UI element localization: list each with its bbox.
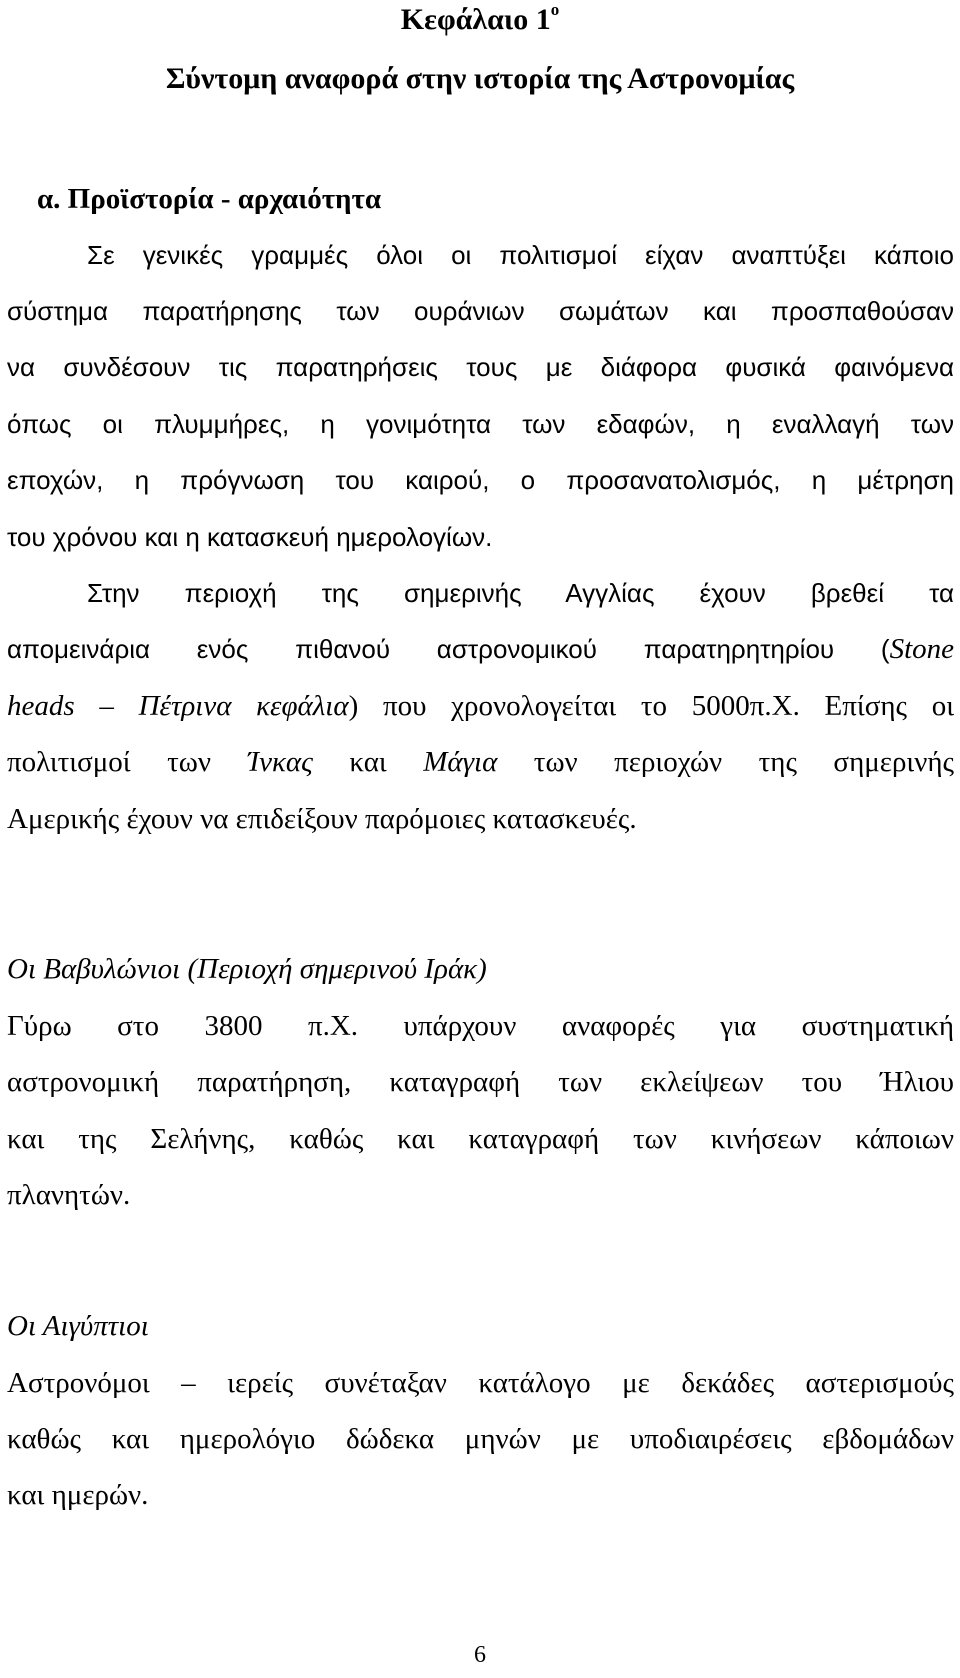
page-number: 6	[474, 1642, 486, 1668]
italic-term-inca: Ίνκας	[247, 746, 313, 778]
paragraph-line: και της Σελήνης, καθώς και καταγραφή των κινήσεων κάποιων	[7, 1123, 954, 1155]
paragraph-text: και	[312, 746, 424, 778]
chapter-title-superscript: ο	[550, 0, 560, 19]
italic-term-stone-heads: heads – Πέτρινα κεφάλια	[7, 690, 349, 722]
paragraph-line: Γύρω στο 3800 π.Χ. υπάρχουν αναφορές για συστηματική	[7, 1010, 954, 1042]
chapter-subtitle: Σύντομη αναφορά στην ιστορία της Αστρονομίας	[165, 62, 795, 95]
paragraph-line	[7, 742, 954, 782]
section-heading-prehistory: α. Προϊστορία - αρχαιότητα	[37, 183, 382, 215]
chapter-title-text: Κεφάλαιο 1	[400, 3, 551, 36]
paragraph-line: σύστημα παρατήρησης των ουράνιων σωμάτων και προσπαθούσαν	[7, 296, 954, 326]
paragraph-line: Στην περιοχή της σημερινής Αγγλίας έχουν βρεθεί τα	[87, 578, 954, 608]
paragraph-line: αστρονομική παρατήρηση, καταγραφή των εκλείψεων του Ήλιου	[7, 1066, 954, 1098]
paragraph-line	[7, 686, 954, 726]
section-heading-babylonians: Οι Βαβυλώνιοι (Περιοχή σημερινού Ιράκ)	[7, 953, 487, 985]
italic-term-maya: Μάγια	[423, 746, 498, 778]
paragraph-line	[7, 629, 954, 669]
section-heading-egyptians: Οι Αιγύπτιοι	[7, 1310, 149, 1342]
paragraph-line: καθώς και ημερολόγιο δώδεκα μηνών με υποδιαιρέσεις εβδομάδων	[7, 1423, 954, 1455]
chapter-title	[0, 0, 960, 40]
paragraph-line: όπως οι πλυμμήρες, η γονιμότητα των εδαφών, η εναλλαγή των	[7, 409, 954, 439]
italic-term-stone: Stone	[889, 633, 954, 665]
paragraph-line: εποχών, η πρόγνωση του καιρού, ο προσανατολισμός, η μέτρηση	[7, 465, 954, 495]
paragraph-text: απομεινάρια ενός πιθανού αστρονομικού παρατηρητηρίου (	[7, 634, 890, 664]
paragraph-line: πλανητών.	[7, 1179, 131, 1211]
paragraph-line: να συνδέσουν τις παρατηρήσεις τους με διάφορα φυσικά φαινόμενα	[7, 352, 954, 382]
paragraph-line: Αστρονόμοι – ιερείς συνέταξαν κατάλογο με δεκάδες αστερισμούς	[7, 1367, 954, 1399]
paragraph-text: των περιοχών της σημερινής	[497, 746, 954, 778]
paragraph-text: ) που χρονολογείται το 5000π.Χ. Επίσης οι	[348, 690, 954, 722]
paragraph-line: και ημερών.	[7, 1479, 149, 1511]
paragraph-line: Σε γενικές γραμμές όλοι οι πολιτισμοί είχαν αναπτύξει κάποιο	[87, 240, 954, 270]
paragraph-line: του χρόνου και η κατασκευή ημερολογίων.	[7, 522, 493, 552]
paragraph-text: πολιτισμοί των	[7, 746, 248, 778]
paragraph-line: Αμερικής έχουν να επιδείξουν παρόμοιες κατασκευές.	[7, 803, 637, 835]
